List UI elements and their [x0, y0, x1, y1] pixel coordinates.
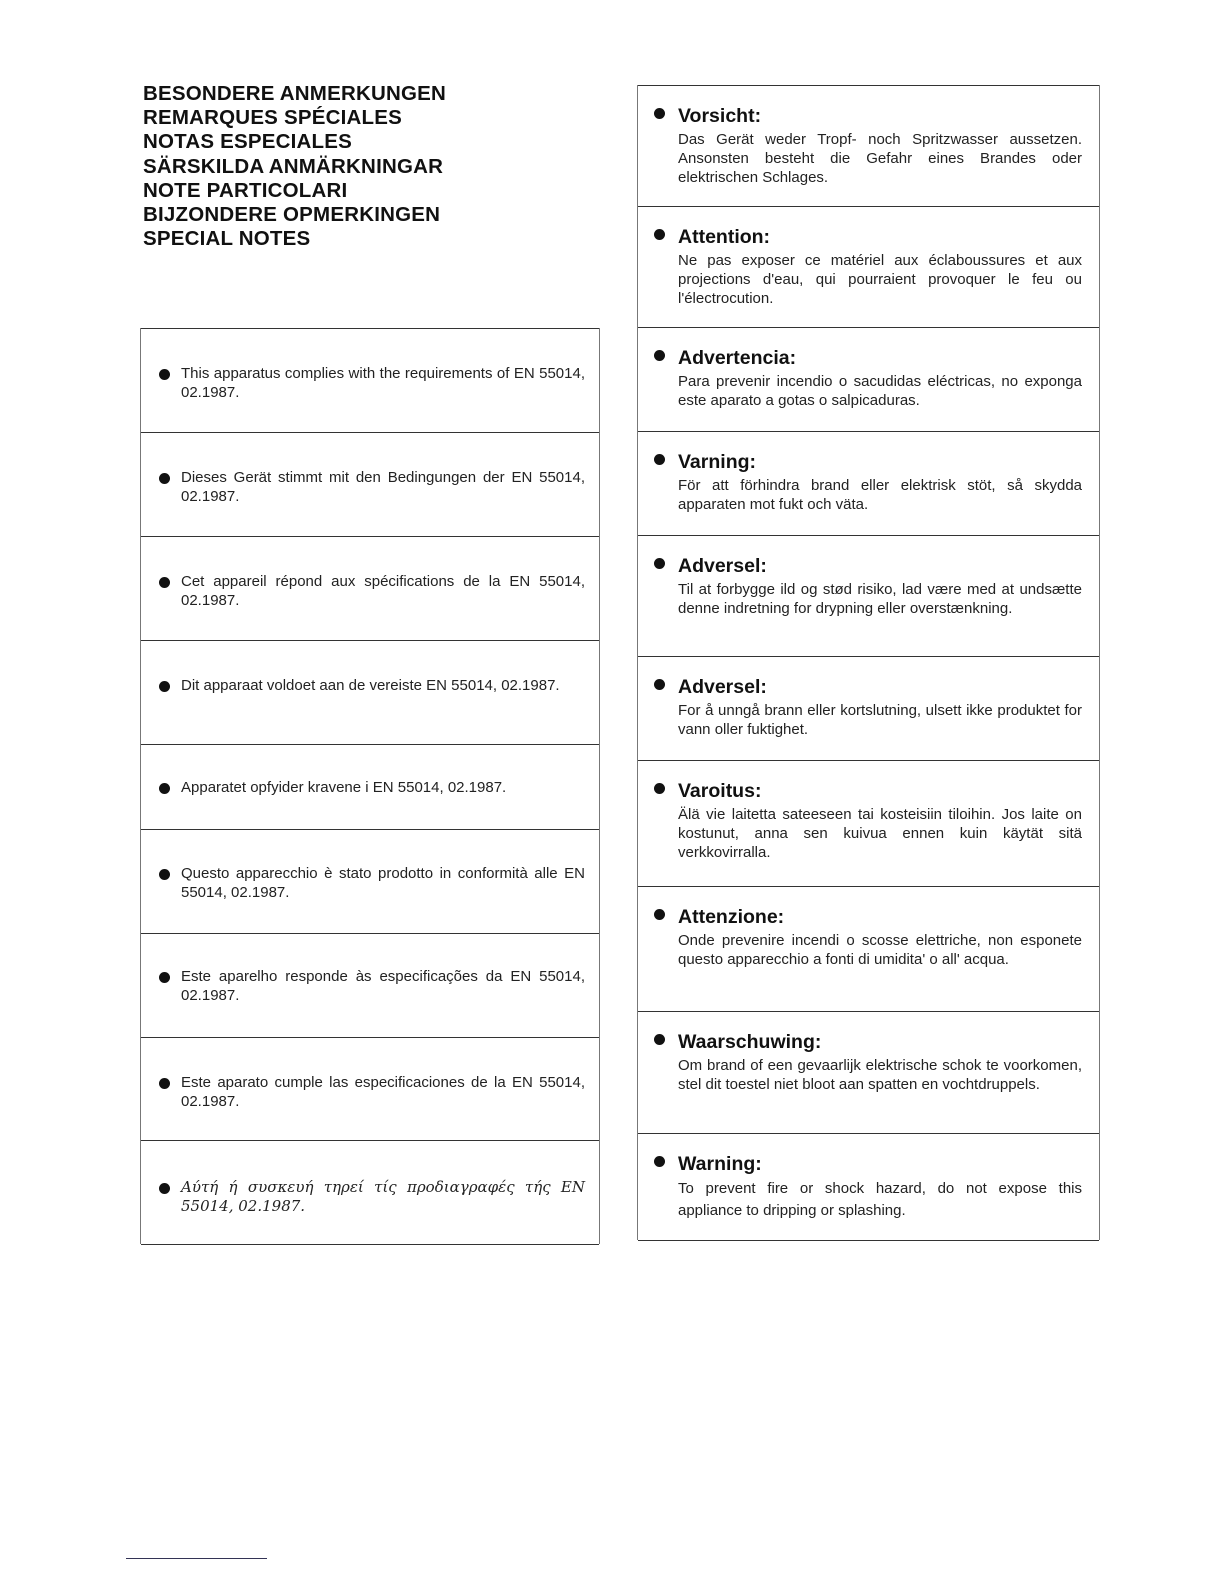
bullet-icon: [654, 783, 665, 794]
warning-item: [638, 760, 1099, 887]
bullet-icon: [654, 350, 665, 361]
heading-en: SPECIAL NOTES: [143, 227, 311, 251]
compliance-item: [141, 829, 599, 934]
bullet-icon: [654, 558, 665, 569]
bullet-icon: [654, 454, 665, 465]
warning-item: [638, 1133, 1099, 1241]
compliance-text: Cet appareil répond aux spécifications de la EN 55014, 02.1987.: [181, 573, 585, 609]
heading-nl: BIJZONDERE OPMERKINGEN: [143, 203, 441, 227]
warning-item: [638, 85, 1099, 207]
warning-title: Adversel:: [654, 554, 767, 578]
warning-title: Advertencia:: [654, 346, 796, 370]
warning-title: Attenzione:: [654, 905, 784, 929]
bullet-icon: [654, 1034, 665, 1045]
bullet-icon: [654, 108, 665, 119]
bullet-icon: [159, 783, 170, 794]
section-headings: [143, 82, 446, 251]
bullet-icon: [654, 909, 665, 920]
bullet-icon: [654, 679, 665, 690]
warning-text: Om brand of een gevaarlijk elektrische schok te voorkomen, stel dit toestel niet bloot aan spatten en vochtdruppels.: [678, 1057, 1082, 1093]
bullet-icon: [159, 1078, 170, 1089]
warning-item: [638, 535, 1099, 657]
warning-text: For å unngå brann eller kortslutning, ulsett ikke produktet for vann oller fuktighet.: [678, 702, 1082, 738]
warning-title: Varoitus:: [654, 779, 761, 803]
footer-rule: [126, 1558, 267, 1559]
warning-text: Älä vie laitetta sateeseen tai kosteisiin tiloihin. Jos laite on kostunut, anna sen kuivua ennen kuin käytät sitä verkkovirralla.: [678, 806, 1082, 861]
warning-item: [638, 206, 1099, 328]
compliance-item: [141, 640, 599, 745]
warnings-column: [637, 85, 1100, 1240]
compliance-text: Este aparato cumple las especificaciones de la EN 55014, 02.1987.: [181, 1074, 585, 1110]
heading-sv: SÄRSKILDA ANMÄRKNINGAR: [143, 154, 444, 178]
warning-text: Til at forbygge ild og stød risiko, lad være med at undsætte denne indretning for drypning eller overstænkning.: [678, 581, 1082, 617]
heading-de: BESONDERE ANMERKUNGEN: [143, 82, 446, 105]
warning-text: Para prevenir incendio o sacudidas eléctricas, no exponga este aparato a gotas o salpicaduras.: [678, 373, 1082, 409]
bullet-icon: [159, 369, 170, 380]
compliance-item: [141, 744, 599, 830]
warning-title: Varning:: [654, 450, 756, 474]
warning-title: Attention:: [654, 225, 770, 249]
warning-item: [638, 1011, 1099, 1134]
heading-it: NOTE PARTICOLARI: [143, 178, 348, 202]
bullet-icon: [159, 577, 170, 588]
warning-title: Warning:: [654, 1152, 762, 1176]
compliance-item: [141, 328, 599, 433]
warning-text: Ne pas exposer ce matériel aux éclaboussures et aux projections d'eau, qui pourraient provoquer le feu ou l'électrocution.: [678, 252, 1082, 307]
bullet-icon: [159, 869, 170, 880]
bullet-icon: [159, 1183, 170, 1194]
warning-text: För att förhindra brand eller elektrisk stöt, så skydda apparaten mot fukt och väta.: [678, 477, 1082, 513]
compliance-item: [141, 1140, 599, 1245]
warning-item: [638, 431, 1099, 536]
warning-title: Waarschuwing:: [654, 1030, 821, 1054]
compliance-column: [140, 328, 600, 1244]
bullet-icon: [654, 1156, 665, 1167]
warning-item: [638, 327, 1099, 432]
compliance-text: Dieses Gerät stimmt mit den Bedingungen der EN 55014, 02.1987.: [181, 469, 585, 505]
bullet-icon: [159, 681, 170, 692]
heading-es: NOTAS ESPECIALES: [143, 130, 352, 154]
warning-item: [638, 656, 1099, 761]
warning-text: To prevent fire or shock hazard, do not expose this appliance to dripping or splashing.: [678, 1180, 1082, 1219]
warning-title: Vorsicht:: [654, 104, 761, 128]
bullet-icon: [654, 229, 665, 240]
bullet-icon: [159, 473, 170, 484]
compliance-item: [141, 1037, 599, 1141]
heading-fr: REMARQUES SPÉCIALES: [143, 106, 402, 130]
compliance-item: [141, 536, 599, 641]
compliance-text: This apparatus complies with the requirements of EN 55014, 02.1987.: [181, 365, 585, 401]
compliance-text: Apparatet opfyider kravene i EN 55014, 02.1987.: [181, 779, 507, 796]
compliance-text: Dit apparaat voldoet aan de vereiste EN 55014, 02.1987.: [181, 677, 560, 694]
compliance-text: Este aparelho responde às especificações da EN 55014, 02.1987.: [181, 968, 585, 1004]
compliance-item: [141, 933, 599, 1038]
compliance-text: Questo apparecchio è stato prodotto in conformità alle EN 55014, 02.1987.: [181, 865, 585, 901]
compliance-text: Αύτή ή συσκευή τηρεί τίς προδιαγραφές τής EN 55014, 02.1987.: [181, 1178, 585, 1215]
warning-item: [638, 886, 1099, 1012]
bullet-icon: [159, 972, 170, 983]
compliance-item: [141, 432, 599, 537]
warning-text: Das Gerät weder Tropf- noch Spritzwasser aussetzen. Ansonsten besteht die Gefahr eines Brandes oder elektrischen Schlages.: [678, 131, 1082, 186]
warning-text: Onde prevenire incendi o scosse elettriche, non esponete questo apparecchio a fonti di umidita' o all' acqua.: [678, 932, 1082, 968]
warning-title: Adversel:: [654, 675, 767, 699]
